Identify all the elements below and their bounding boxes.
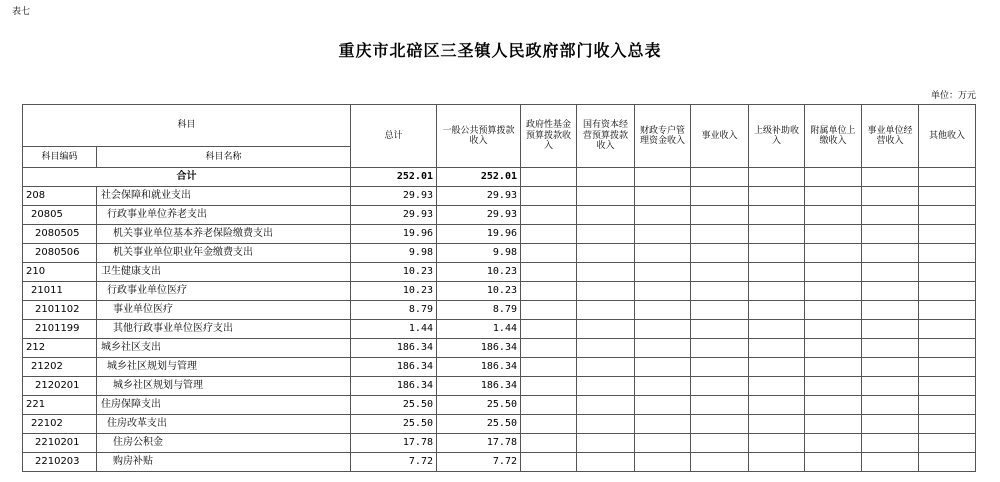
empty-cell (691, 225, 749, 244)
empty-cell (749, 453, 805, 472)
empty-cell (691, 453, 749, 472)
row-name: 行政事业单位养老支出 (97, 206, 351, 225)
row-general: 10.23 (437, 263, 521, 282)
empty-cell (862, 358, 919, 377)
table-row (23, 377, 976, 396)
empty-cell (862, 282, 919, 301)
page-title: 重庆市北碚区三圣镇人民政府部门收入总表 (338, 41, 662, 60)
row-total: 25.50 (351, 396, 437, 415)
empty-cell (805, 339, 862, 358)
table-row (23, 415, 976, 434)
empty-cell (749, 206, 805, 225)
empty-cell (805, 168, 862, 187)
empty-cell (749, 225, 805, 244)
empty-cell (635, 358, 691, 377)
row-total: 186.34 (351, 377, 437, 396)
empty-cell (691, 244, 749, 263)
row-general: 25.50 (437, 415, 521, 434)
row-general: 1.44 (437, 320, 521, 339)
empty-cell (919, 301, 976, 320)
row-code: 2120201 (23, 377, 97, 396)
empty-cell (749, 244, 805, 263)
header-business-income: 事业收入 (691, 105, 749, 168)
total-amount: 252.01 (351, 168, 437, 187)
empty-cell (919, 434, 976, 453)
empty-cell (862, 301, 919, 320)
empty-cell (521, 396, 577, 415)
empty-cell (919, 225, 976, 244)
empty-cell (635, 415, 691, 434)
header-fiscal-special: 财政专户管理资金收入 (635, 105, 691, 168)
empty-cell (749, 377, 805, 396)
empty-cell (749, 282, 805, 301)
row-code: 210 (23, 263, 97, 282)
empty-cell (749, 415, 805, 434)
empty-cell (805, 453, 862, 472)
empty-cell (805, 396, 862, 415)
empty-cell (635, 282, 691, 301)
empty-cell (691, 168, 749, 187)
row-general: 25.50 (437, 396, 521, 415)
row-general: 8.79 (437, 301, 521, 320)
table-row (23, 187, 976, 206)
table-row (23, 301, 976, 320)
empty-cell (749, 301, 805, 320)
empty-cell (862, 168, 919, 187)
empty-cell (577, 244, 635, 263)
empty-cell (749, 168, 805, 187)
row-code: 2210203 (23, 453, 97, 472)
row-general: 17.78 (437, 434, 521, 453)
empty-cell (691, 263, 749, 282)
empty-cell (577, 206, 635, 225)
row-name: 住房公积金 (97, 434, 351, 453)
empty-cell (919, 187, 976, 206)
empty-cell (635, 244, 691, 263)
table-row (23, 225, 976, 244)
empty-cell (577, 301, 635, 320)
empty-cell (635, 301, 691, 320)
empty-cell (635, 187, 691, 206)
empty-cell (749, 396, 805, 415)
empty-cell (521, 263, 577, 282)
row-total: 1.44 (351, 320, 437, 339)
empty-cell (862, 206, 919, 225)
empty-cell (919, 320, 976, 339)
row-general: 9.98 (437, 244, 521, 263)
row-general: 29.93 (437, 187, 521, 206)
row-code: 21011 (23, 282, 97, 301)
row-name: 城乡社区规划与管理 (97, 358, 351, 377)
table-row (23, 358, 976, 377)
empty-cell (749, 434, 805, 453)
row-name: 其他行政事业单位医疗支出 (97, 320, 351, 339)
empty-cell (805, 263, 862, 282)
empty-cell (577, 282, 635, 301)
empty-cell (919, 263, 976, 282)
header-row-1 (23, 105, 976, 147)
empty-cell (805, 320, 862, 339)
header-subject: 科目 (23, 105, 351, 147)
empty-cell (635, 377, 691, 396)
row-code: 2210201 (23, 434, 97, 453)
empty-cell (862, 339, 919, 358)
row-code: 2101102 (23, 301, 97, 320)
row-general: 19.96 (437, 225, 521, 244)
empty-cell (577, 320, 635, 339)
empty-cell (805, 358, 862, 377)
table-row (23, 339, 976, 358)
empty-cell (805, 282, 862, 301)
header-other-income: 其他收入 (919, 105, 976, 168)
empty-cell (919, 282, 976, 301)
empty-cell (919, 339, 976, 358)
table-number-label: 表七 (12, 7, 31, 17)
row-code: 2080506 (23, 244, 97, 263)
row-code: 212 (23, 339, 97, 358)
header-code: 科目编码 (23, 147, 97, 168)
empty-cell (521, 320, 577, 339)
empty-cell (749, 339, 805, 358)
empty-cell (919, 168, 976, 187)
empty-cell (521, 358, 577, 377)
row-name: 城乡社区支出 (97, 339, 351, 358)
empty-cell (919, 206, 976, 225)
income-summary-table (22, 104, 976, 472)
row-name: 卫生健康支出 (97, 263, 351, 282)
header-state-capital: 国有资本经营预算拨款收入 (577, 105, 635, 168)
empty-cell (805, 225, 862, 244)
empty-cell (862, 396, 919, 415)
empty-cell (749, 358, 805, 377)
empty-cell (862, 453, 919, 472)
row-total: 19.96 (351, 225, 437, 244)
empty-cell (691, 206, 749, 225)
empty-cell (577, 396, 635, 415)
empty-cell (521, 282, 577, 301)
table-row (23, 434, 976, 453)
empty-cell (521, 187, 577, 206)
row-name: 事业单位医疗 (97, 301, 351, 320)
empty-cell (577, 187, 635, 206)
empty-cell (691, 358, 749, 377)
empty-cell (691, 434, 749, 453)
empty-cell (635, 320, 691, 339)
empty-cell (862, 244, 919, 263)
empty-cell (919, 377, 976, 396)
row-general: 10.23 (437, 282, 521, 301)
row-general: 7.72 (437, 453, 521, 472)
row-total: 25.50 (351, 415, 437, 434)
total-general: 252.01 (437, 168, 521, 187)
row-code: 221 (23, 396, 97, 415)
empty-cell (862, 187, 919, 206)
table-row (23, 320, 976, 339)
row-code: 22102 (23, 415, 97, 434)
row-total: 7.72 (351, 453, 437, 472)
header-gov-fund: 政府性基金预算拨款收入 (521, 105, 577, 168)
header-business-operation: 事业单位经营收入 (862, 105, 919, 168)
empty-cell (691, 415, 749, 434)
empty-cell (805, 377, 862, 396)
row-total: 186.34 (351, 358, 437, 377)
empty-cell (691, 301, 749, 320)
empty-cell (635, 453, 691, 472)
header-general-budget: 一般公共预算拨款收入 (437, 105, 521, 168)
empty-cell (521, 225, 577, 244)
row-total: 10.23 (351, 263, 437, 282)
row-total: 9.98 (351, 244, 437, 263)
empty-cell (635, 339, 691, 358)
header-affiliated-remit: 附属单位上缴收入 (805, 105, 862, 168)
empty-cell (635, 168, 691, 187)
table-row (23, 453, 976, 472)
empty-cell (521, 244, 577, 263)
empty-cell (577, 377, 635, 396)
unit-label: 单位：万元 (930, 91, 976, 101)
empty-cell (521, 339, 577, 358)
row-name: 机关事业单位基本养老保险缴费支出 (97, 225, 351, 244)
empty-cell (635, 434, 691, 453)
empty-cell (862, 415, 919, 434)
empty-cell (521, 434, 577, 453)
empty-cell (521, 415, 577, 434)
empty-cell (577, 339, 635, 358)
empty-cell (577, 225, 635, 244)
empty-cell (805, 434, 862, 453)
empty-cell (577, 434, 635, 453)
row-general: 186.34 (437, 358, 521, 377)
row-total: 186.34 (351, 339, 437, 358)
empty-cell (862, 225, 919, 244)
row-code: 20805 (23, 206, 97, 225)
empty-cell (691, 187, 749, 206)
total-row (23, 168, 976, 187)
row-total: 29.93 (351, 206, 437, 225)
empty-cell (919, 453, 976, 472)
empty-cell (635, 396, 691, 415)
table-row (23, 396, 976, 415)
empty-cell (805, 187, 862, 206)
empty-cell (749, 187, 805, 206)
empty-cell (577, 168, 635, 187)
empty-cell (521, 377, 577, 396)
empty-cell (805, 206, 862, 225)
row-code: 208 (23, 187, 97, 206)
empty-cell (577, 453, 635, 472)
empty-cell (919, 415, 976, 434)
empty-cell (635, 225, 691, 244)
row-general: 186.34 (437, 377, 521, 396)
table-body (23, 187, 976, 472)
empty-cell (862, 377, 919, 396)
empty-cell (691, 396, 749, 415)
table-row (23, 206, 976, 225)
row-total: 17.78 (351, 434, 437, 453)
empty-cell (862, 263, 919, 282)
empty-cell (521, 453, 577, 472)
row-name: 城乡社区规划与管理 (97, 377, 351, 396)
row-name: 购房补贴 (97, 453, 351, 472)
empty-cell (919, 358, 976, 377)
row-name: 住房保障支出 (97, 396, 351, 415)
row-name: 住房改革支出 (97, 415, 351, 434)
row-general: 186.34 (437, 339, 521, 358)
table-row (23, 282, 976, 301)
empty-cell (749, 320, 805, 339)
row-code: 21202 (23, 358, 97, 377)
empty-cell (691, 282, 749, 301)
header-total: 总计 (351, 105, 437, 168)
row-code: 2080505 (23, 225, 97, 244)
empty-cell (577, 415, 635, 434)
row-total: 29.93 (351, 187, 437, 206)
empty-cell (805, 244, 862, 263)
empty-cell (577, 358, 635, 377)
total-label: 合计 (23, 168, 351, 187)
empty-cell (635, 206, 691, 225)
table-row (23, 263, 976, 282)
empty-cell (862, 434, 919, 453)
header-superior-subsidy: 上级补助收入 (749, 105, 805, 168)
row-code: 2101199 (23, 320, 97, 339)
empty-cell (805, 301, 862, 320)
empty-cell (862, 320, 919, 339)
row-name: 社会保障和就业支出 (97, 187, 351, 206)
empty-cell (805, 415, 862, 434)
header-name: 科目名称 (97, 147, 351, 168)
row-name: 行政事业单位医疗 (97, 282, 351, 301)
row-general: 29.93 (437, 206, 521, 225)
empty-cell (635, 263, 691, 282)
empty-cell (521, 168, 577, 187)
empty-cell (749, 263, 805, 282)
empty-cell (691, 377, 749, 396)
empty-cell (577, 263, 635, 282)
empty-cell (691, 339, 749, 358)
empty-cell (691, 320, 749, 339)
table-row (23, 244, 976, 263)
empty-cell (521, 301, 577, 320)
empty-cell (919, 244, 976, 263)
empty-cell (919, 396, 976, 415)
empty-cell (521, 206, 577, 225)
row-name: 机关事业单位职业年金缴费支出 (97, 244, 351, 263)
row-total: 8.79 (351, 301, 437, 320)
row-total: 10.23 (351, 282, 437, 301)
